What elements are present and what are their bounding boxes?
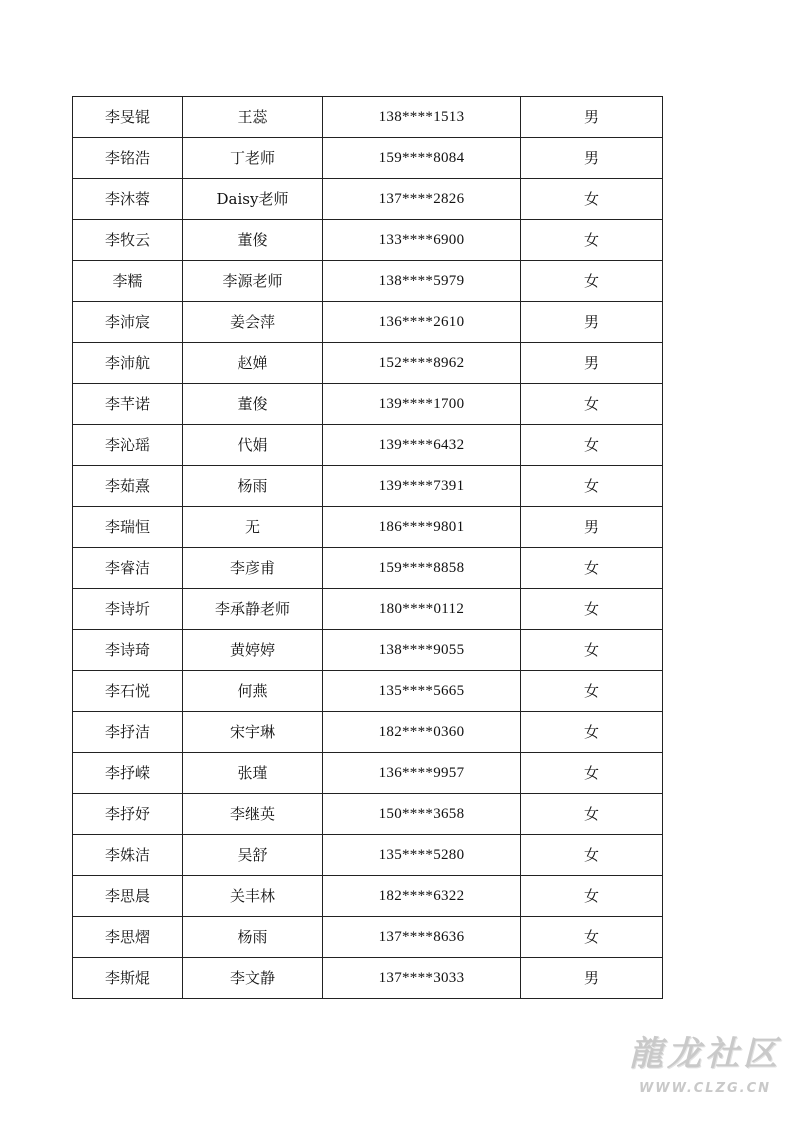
student-name-cell: 李抒洁	[73, 712, 183, 753]
gender-cell: 女	[521, 917, 663, 958]
student-name-cell: 李抒嵘	[73, 753, 183, 794]
phone-cell: 137****2826	[323, 179, 521, 220]
table-row	[73, 835, 663, 876]
teacher-cell: 无	[183, 507, 323, 548]
phone-cell: 182****6322	[323, 876, 521, 917]
table-row	[73, 958, 663, 999]
phone-cell: 139****6432	[323, 425, 521, 466]
gender-cell: 女	[521, 466, 663, 507]
teacher-cell: 李彦甫	[183, 548, 323, 589]
gender-cell: 女	[521, 548, 663, 589]
table-row	[73, 548, 663, 589]
student-name-cell: 李姝洁	[73, 835, 183, 876]
table-row	[73, 302, 663, 343]
gender-cell: 女	[521, 589, 663, 630]
teacher-cell: 杨雨	[183, 466, 323, 507]
teacher-cell: 张瑾	[183, 753, 323, 794]
table-row	[73, 753, 663, 794]
student-name-cell: 李铭浩	[73, 138, 183, 179]
teacher-cell: 董俊	[183, 384, 323, 425]
gender-cell: 女	[521, 261, 663, 302]
phone-cell: 138****1513	[323, 97, 521, 138]
teacher-cell: 丁老师	[183, 138, 323, 179]
table-row	[73, 507, 663, 548]
student-name-cell: 李茹熹	[73, 466, 183, 507]
student-name-cell: 李牧云	[73, 220, 183, 261]
table-row	[73, 425, 663, 466]
student-name-cell: 李旻锟	[73, 97, 183, 138]
teacher-cell: 董俊	[183, 220, 323, 261]
phone-cell: 136****2610	[323, 302, 521, 343]
table-row	[73, 630, 663, 671]
teacher-cell: 代娟	[183, 425, 323, 466]
gender-cell: 女	[521, 876, 663, 917]
teacher-cell: 黄婷婷	[183, 630, 323, 671]
table-row	[73, 97, 663, 138]
gender-cell: 女	[521, 712, 663, 753]
student-name-cell: 李沛宸	[73, 302, 183, 343]
phone-cell: 180****0112	[323, 589, 521, 630]
student-name-cell: 李抒妤	[73, 794, 183, 835]
teacher-cell: 王蕊	[183, 97, 323, 138]
gender-cell: 男	[521, 302, 663, 343]
table-row	[73, 138, 663, 179]
gender-cell: 男	[521, 507, 663, 548]
teacher-cell: Daisy老师	[183, 179, 323, 220]
student-name-cell: 李糯	[73, 261, 183, 302]
teacher-cell: 赵婵	[183, 343, 323, 384]
teacher-cell: 杨雨	[183, 917, 323, 958]
phone-cell: 159****8084	[323, 138, 521, 179]
teacher-cell: 姜会萍	[183, 302, 323, 343]
teacher-cell: 吴舒	[183, 835, 323, 876]
phone-cell: 137****3033	[323, 958, 521, 999]
student-name-cell: 李思晨	[73, 876, 183, 917]
gender-cell: 女	[521, 384, 663, 425]
phone-cell: 136****9957	[323, 753, 521, 794]
gender-cell: 男	[521, 138, 663, 179]
table-row	[73, 179, 663, 220]
gender-cell: 女	[521, 671, 663, 712]
teacher-cell: 李继英	[183, 794, 323, 835]
gender-cell: 女	[521, 794, 663, 835]
watermark-brand: 龍龙社区	[629, 1034, 781, 1074]
gender-cell: 女	[521, 220, 663, 261]
gender-cell: 女	[521, 835, 663, 876]
student-name-cell: 李思熠	[73, 917, 183, 958]
table-row	[73, 794, 663, 835]
teacher-cell: 关丰林	[183, 876, 323, 917]
teacher-cell: 李源老师	[183, 261, 323, 302]
gender-cell: 男	[521, 343, 663, 384]
student-name-cell: 李沛航	[73, 343, 183, 384]
table-row	[73, 261, 663, 302]
phone-cell: 159****8858	[323, 548, 521, 589]
student-name-cell: 李瑞恒	[73, 507, 183, 548]
phone-cell: 139****7391	[323, 466, 521, 507]
student-name-cell: 李诗圻	[73, 589, 183, 630]
gender-cell: 男	[521, 97, 663, 138]
gender-cell: 女	[521, 753, 663, 794]
phone-cell: 133****6900	[323, 220, 521, 261]
phone-cell: 152****8962	[323, 343, 521, 384]
table-row	[73, 466, 663, 507]
phone-cell: 135****5280	[323, 835, 521, 876]
teacher-cell: 李文静	[183, 958, 323, 999]
teacher-cell: 何燕	[183, 671, 323, 712]
gender-cell: 男	[521, 958, 663, 999]
phone-cell: 150****3658	[323, 794, 521, 835]
table-row	[73, 917, 663, 958]
table-row	[73, 384, 663, 425]
student-name-cell: 李沁瑶	[73, 425, 183, 466]
phone-cell: 182****0360	[323, 712, 521, 753]
table-row	[73, 343, 663, 384]
table-row	[73, 671, 663, 712]
student-name-cell: 李睿洁	[73, 548, 183, 589]
phone-cell: 139****1700	[323, 384, 521, 425]
table-row	[73, 220, 663, 261]
phone-cell: 186****9801	[323, 507, 521, 548]
table-row	[73, 589, 663, 630]
gender-cell: 女	[521, 179, 663, 220]
gender-cell: 女	[521, 425, 663, 466]
watermark-url: WWW.CLZG.CN	[638, 1081, 772, 1096]
student-name-cell: 李沐蓉	[73, 179, 183, 220]
table-row	[73, 712, 663, 753]
phone-cell: 138****5979	[323, 261, 521, 302]
student-name-cell: 李石悦	[73, 671, 183, 712]
student-name-cell: 李斯焜	[73, 958, 183, 999]
gender-cell: 女	[521, 630, 663, 671]
student-name-cell: 李芊诺	[73, 384, 183, 425]
teacher-cell: 宋宇琳	[183, 712, 323, 753]
student-name-cell: 李诗琦	[73, 630, 183, 671]
site-watermark	[620, 1029, 790, 1119]
phone-cell: 138****9055	[323, 630, 521, 671]
teacher-cell: 李承静老师	[183, 589, 323, 630]
roster-body	[73, 97, 663, 999]
student-roster-table	[72, 96, 663, 999]
phone-cell: 135****5665	[323, 671, 521, 712]
table-row	[73, 876, 663, 917]
phone-cell: 137****8636	[323, 917, 521, 958]
